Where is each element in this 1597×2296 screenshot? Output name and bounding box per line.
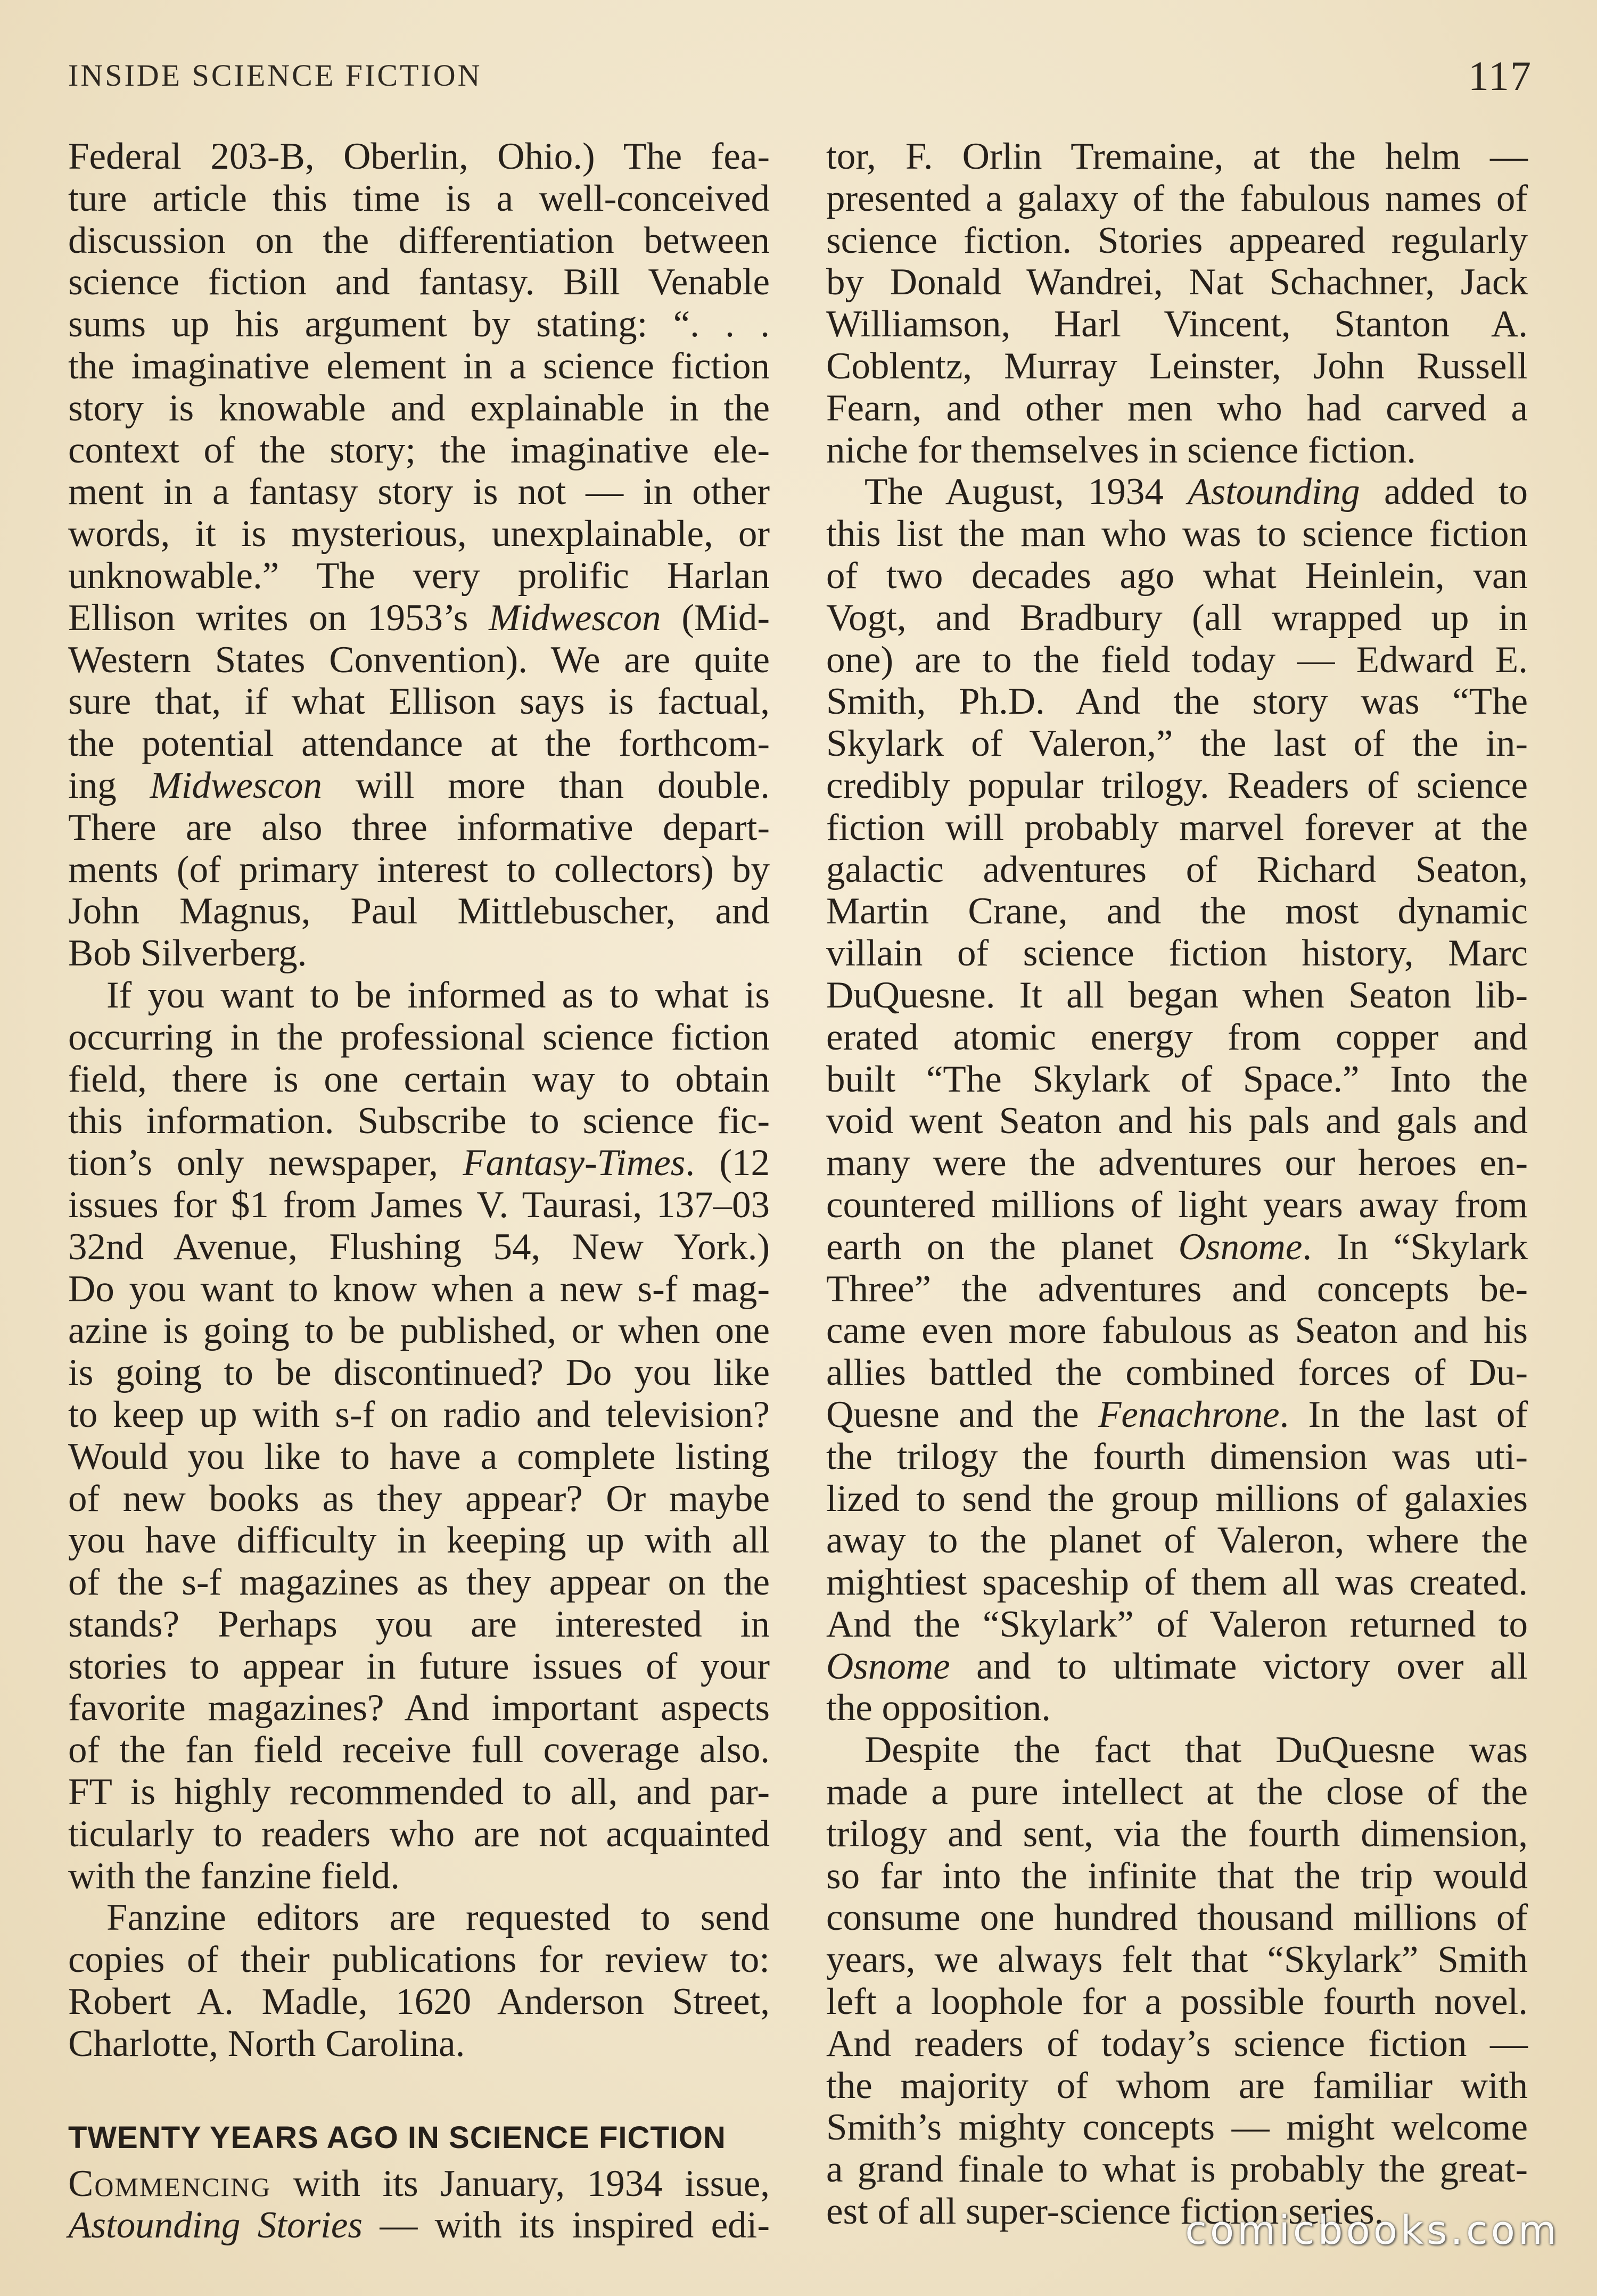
text-line: DuQuesne. It all began when Seaton lib- [826, 974, 1528, 1016]
text-line: left a loophole for a possible fourth novel. [826, 1981, 1528, 2023]
text-line: sums up his argument by stating: “. . . [68, 303, 770, 345]
text-line: stands? Perhaps you are interested in [68, 1603, 770, 1645]
text-line: favorite magazines? And important aspects [68, 1687, 770, 1729]
text-line: Three” the adventures and concepts be- [826, 1268, 1528, 1310]
paragraph-skylark [826, 471, 1528, 1729]
text-line: Williamson, Harl Vincent, Stanton A. [826, 303, 1528, 345]
text-line: Vogt, and Bradbury (all wrapped up in [826, 597, 1528, 639]
text-line: the trilogy the fourth dimension was uti- [826, 1435, 1528, 1477]
text-line: If you want to be informed as to what is [106, 974, 770, 1016]
text-line: Skylark of Valeron,” the last of the in- [826, 723, 1528, 765]
text-line: sure that, if what Ellison says is factual, [68, 681, 770, 723]
text-line: so far into the infinite that the trip would [826, 1855, 1528, 1897]
text-line: this information. Subscribe to science fic- [68, 1100, 770, 1142]
text-line: issues for $1 from James V. Taurasi, 137–03 [68, 1184, 770, 1226]
text-line: Federal 203-B, Oberlin, Ohio.) The fea- [68, 136, 770, 177]
text-line [68, 2163, 770, 2205]
paragraph-twenty-years-ago [68, 2163, 770, 2247]
text-line: ment in a fantasy story is not — in other [68, 471, 770, 513]
text-line: lized to send the group millions of galaxies [826, 1477, 1528, 1519]
text-line: is going to be discontinued? Do you like [68, 1352, 770, 1394]
text-line: villain of science fiction history, Marc [826, 932, 1528, 974]
text-line: Fanzine editors are requested to send [106, 1897, 770, 1939]
text-line: allies battled the combined forces of Du- [826, 1352, 1528, 1394]
text-line: of two decades ago what Heinlein, van [826, 555, 1528, 597]
text-line: science fiction and fantasy. Bill Venable [68, 261, 770, 303]
text-line: of the fan field receive full coverage also. [68, 1729, 770, 1771]
text-line: story is knowable and explainable in the [68, 387, 770, 429]
text-line: countered millions of light years away from [826, 1184, 1528, 1226]
text-line: Smith, Ph.D. And the story was “The [826, 681, 1528, 723]
text-line: a grand finale to what is probably the great- [826, 2149, 1528, 2191]
text-line: Quesne and the Fenachrone. In the last of [826, 1393, 1528, 1435]
text-line: fiction will probably marvel forever at the [826, 806, 1528, 848]
text-line: Charlotte, North Carolina. [68, 2022, 465, 2064]
text-line: presented a galaxy of the fabulous names of [826, 177, 1528, 219]
text-line: unknowable.” The very prolific Harlan [68, 555, 770, 597]
text-line: of new books as they appear? Or maybe [68, 1477, 770, 1519]
text-line: The August, 1934 Astounding added to [865, 471, 1528, 513]
paragraph-continued [68, 136, 770, 974]
lead-in-smallcaps: Commencing [68, 2162, 271, 2204]
text-line: earth on the planet Osnome. In “Skylark [826, 1226, 1528, 1268]
text-line: copies of their publications for review to: [68, 1939, 770, 1981]
text-line: the potential attendance at the forthcom- [68, 723, 770, 765]
text-line: of the s-f magazines as they appear on the [68, 1562, 770, 1604]
text-line: words, it is mysterious, unexplainable, or [68, 513, 770, 555]
text-line: the imaginative element in a science fiction [68, 345, 770, 387]
text-line: came even more fabulous as Seaton and his [826, 1310, 1528, 1352]
watermark: comicbooks.com [1185, 2208, 1560, 2253]
left-column [68, 136, 770, 2247]
text-line: galactic adventures of Richard Seaton, [826, 848, 1528, 890]
text-line: Bob Silverberg. [68, 932, 307, 974]
text-line: ticularly to readers who are not acquainted [68, 1813, 770, 1855]
text-line: Ellison writes on 1953’s Midwescon (Mid- [68, 597, 770, 639]
text-line: erated atomic energy from copper and [826, 1016, 1528, 1058]
text-run: with its January, 1934 issue, [271, 2162, 770, 2204]
text-line: years, we always felt that “Skylark” Smith [826, 1939, 1528, 1981]
text-line: field, there is one certain way to obtain [68, 1058, 770, 1100]
text-line: Coblentz, Murray Leinster, John Russell [826, 345, 1528, 387]
text-line: void went Seaton and his pals and gals and [826, 1100, 1528, 1142]
text-line: est of all super-science fiction series. [826, 2191, 1384, 2233]
text-line: many were the adventures our heroes en- [826, 1142, 1528, 1184]
text-line: azine is going to be published, or when one [68, 1310, 770, 1352]
text-line: to keep up with s-f on radio and television? [68, 1393, 770, 1435]
paragraph-fanzine-editors [68, 1897, 770, 2064]
text-line: ture article this time is a well-conceived [68, 177, 770, 219]
paragraph-fantasy-times [68, 974, 770, 1897]
text-line: with the fanzine field. [68, 1855, 400, 1897]
text-line: Robert A. Madle, 1620 Anderson Street, [68, 1981, 770, 2023]
running-head: INSIDE SCIENCE FICTION [68, 58, 482, 93]
text-line: And readers of today’s science fiction — [826, 2022, 1528, 2064]
text-line [68, 2204, 770, 2247]
text-line: 32nd Avenue, Flushing 54, New York.) [68, 1226, 770, 1268]
section-heading: TWENTY YEARS AGO IN SCIENCE FICTION [68, 2120, 726, 2155]
text-line: Osnome and to ultimate victory over all [826, 1645, 1528, 1687]
text-line: ing Midwescon will more than double. [68, 764, 770, 806]
text-line: made a pure intellect at the close of the [826, 1771, 1528, 1813]
text-line: And the “Skylark” of Valeron returned to [826, 1603, 1528, 1645]
text-line: one) are to the field today — Edward E. [826, 639, 1528, 681]
paragraph-tremaine [826, 136, 1528, 471]
text-line: you have difficulty in keeping up with all [68, 1519, 770, 1562]
text-line: by Donald Wandrei, Nat Schachner, Jack [826, 261, 1528, 303]
text-line: Martin Crane, and the most dynamic [826, 890, 1528, 932]
text-line: the majority of whom are familiar with [826, 2064, 1528, 2107]
text-line: stories to appear in future issues of your [68, 1645, 770, 1687]
text-line: John Magnus, Paul Mittlebuscher, and [68, 890, 770, 932]
text-line: credibly popular trilogy. Readers of science [826, 764, 1528, 806]
text-line: this list the man who was to science fiction [826, 513, 1528, 555]
text-line: science fiction. Stories appeared regularly [826, 219, 1528, 261]
text-line: Smith’s mighty concepts — might welcome [826, 2107, 1528, 2149]
text-line: discussion on the differentiation between [68, 219, 770, 261]
text-line: consume one hundred thousand millions of [826, 1897, 1528, 1939]
text-line: away to the planet of Valeron, where the [826, 1519, 1528, 1562]
text-line: Despite the fact that DuQuesne was [865, 1729, 1528, 1771]
text-line: Western States Convention). We are quite [68, 639, 770, 681]
text-line: niche for themselves in science fiction. [826, 429, 1416, 471]
text-line: trilogy and sent, via the fourth dimension, [826, 1813, 1528, 1855]
text-line: tor, F. Orlin Tremaine, at the helm — [826, 136, 1528, 177]
text-line: Would you like to have a complete listing [68, 1435, 770, 1477]
text-line: Do you want to know when a new s-f mag- [68, 1268, 770, 1310]
paragraph-duquesne [826, 1729, 1528, 2233]
text-line: built “The Skylark of Space.” Into the [826, 1058, 1528, 1100]
text-line: Fearn, and other men who had carved a [826, 387, 1528, 429]
text-line: the opposition. [826, 1687, 1051, 1729]
text-line: context of the story; the imaginative ele- [68, 429, 770, 471]
text-line: tion’s only newspaper, Fantasy-Times. (12 [68, 1142, 770, 1184]
text-line: ments (of primary interest to collectors) by [68, 848, 770, 890]
text-line: FT is highly recommended to all, and par- [68, 1771, 770, 1813]
text-run: — with its inspired edi- [363, 2204, 770, 2247]
text-line: occurring in the professional science fiction [68, 1016, 770, 1058]
text-line: There are also three informative depart- [68, 806, 770, 848]
text-line: mightiest spaceship of them all was created. [826, 1562, 1528, 1604]
page-number: 117 [1468, 53, 1532, 99]
right-column [826, 136, 1528, 2233]
magazine-title: Astounding Stories [68, 2204, 363, 2247]
